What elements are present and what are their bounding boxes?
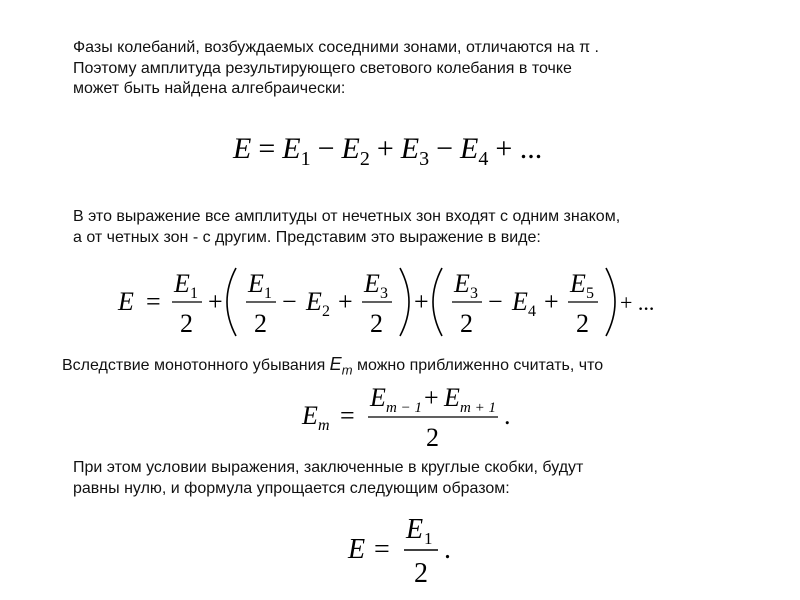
formula-operator: +: [208, 287, 223, 316]
formula-symbol: E: [364, 269, 380, 298]
formula-operator: −: [488, 287, 503, 316]
formula-subscript: 2: [359, 148, 370, 170]
paragraph-line: В это выражение все амплитуды от нечетных зон входят с одним знаком,: [73, 208, 621, 225]
formula-operator: +: [544, 287, 559, 316]
formula-subscript: m + 1: [460, 400, 496, 416]
formula-subscript: m: [318, 417, 330, 434]
formula-denominator: 2: [460, 309, 473, 338]
paragraph-odd-even: [73, 207, 620, 248]
formula-operator: =: [340, 401, 355, 430]
formula-subscript: 3: [470, 285, 478, 302]
formula-symbol: E: [248, 269, 264, 298]
formula-operator: −: [317, 132, 335, 165]
formula-operator: +: [338, 287, 353, 316]
paragraph-text: можно приближенно считать, что: [352, 357, 604, 374]
formula-subscript: 3: [380, 285, 388, 302]
formula-result: [344, 510, 484, 588]
formula-operator: +: [376, 132, 394, 165]
formula-symbol: E: [302, 401, 318, 430]
formula-symbol: E: [512, 287, 528, 316]
formula-period: .: [504, 401, 511, 430]
formula-tail: + ...: [620, 290, 655, 315]
formula-symbol: E: [306, 287, 322, 316]
formula-subscript: 4: [478, 148, 489, 170]
formula-subscript: 5: [586, 285, 594, 302]
formula-symbol: E: [348, 534, 366, 565]
formula-subscript: 1: [190, 285, 198, 302]
formula-operator: −: [282, 287, 297, 316]
formula-subscript: 1: [424, 529, 433, 548]
inline-symbol-em: [329, 354, 353, 378]
formula-symbol: E: [233, 132, 252, 165]
formula-operator: +: [414, 287, 429, 316]
paragraph-text: Вследствие монотонного убывания: [62, 357, 330, 374]
formula-operator: =: [374, 534, 390, 565]
formula-symbol: E: [570, 269, 586, 298]
formula-grouped-sum: [110, 262, 670, 342]
formula-operator: +: [424, 383, 439, 412]
formula-denominator: 2: [254, 309, 267, 338]
paragraph-line: При этом условии выражения, заключенные в круглые скобки, будут: [73, 459, 584, 476]
formula-period: .: [444, 534, 451, 565]
formula-subscript: 2: [322, 303, 330, 320]
formula-denominator: 2: [370, 309, 383, 338]
paragraph-phases: [73, 38, 599, 100]
paragraph-monotone: [62, 354, 603, 381]
formula-operator: =: [146, 287, 161, 316]
formula-symbol: E: [118, 287, 134, 316]
paragraph-line: Поэтому амплитуда результирующего светового колебания в точке: [73, 59, 572, 77]
formula-subscript: 4: [528, 303, 536, 320]
left-paren: [227, 268, 236, 336]
right-paren: [400, 268, 409, 336]
formula-symbol: E: [174, 269, 190, 298]
paragraph-line: а от четных зон - с другим. Представим это выражение в виде:: [73, 228, 541, 246]
formula-symbol: E: [444, 383, 460, 412]
formula-denominator: 2: [576, 309, 589, 338]
formula-operator: −: [436, 132, 453, 165]
formula-symbol: E: [341, 132, 360, 165]
formula-symbol: E: [454, 269, 470, 298]
formula-symbol: E: [460, 132, 479, 165]
formula-denominator: 2: [180, 309, 193, 338]
formula-subscript: 3: [419, 148, 430, 170]
formula-tail: + ...: [495, 132, 543, 165]
inline-subscript: m: [341, 362, 353, 378]
formula-symbol: E: [400, 132, 420, 165]
formula-denominator: 2: [426, 423, 439, 452]
formula-operator: =: [258, 132, 276, 165]
formula-symbol: E: [370, 383, 386, 412]
formula-symbol: E: [406, 514, 424, 545]
left-paren: [433, 268, 442, 336]
paragraph-line: может быть найдена алгебраически:: [73, 80, 346, 97]
paragraph-line: равны нулю, и формула упрощается следующим образом:: [73, 479, 510, 497]
right-paren: [606, 268, 615, 336]
formula-subscript: 1: [264, 285, 272, 302]
formula-subscript: m − 1: [386, 400, 422, 416]
formula-subscript: 1: [300, 148, 311, 170]
paragraph-line: Фазы колебаний, возбуждаемых соседними зонами, отличаются на π .: [73, 39, 599, 56]
formula-denominator: 2: [414, 558, 428, 588]
formula-alternating-sum: [233, 132, 549, 170]
paragraph-conclusion: [73, 458, 583, 499]
inline-symbol: E: [329, 354, 342, 374]
formula-symbol: E: [282, 132, 301, 165]
formula-average: [296, 380, 536, 454]
